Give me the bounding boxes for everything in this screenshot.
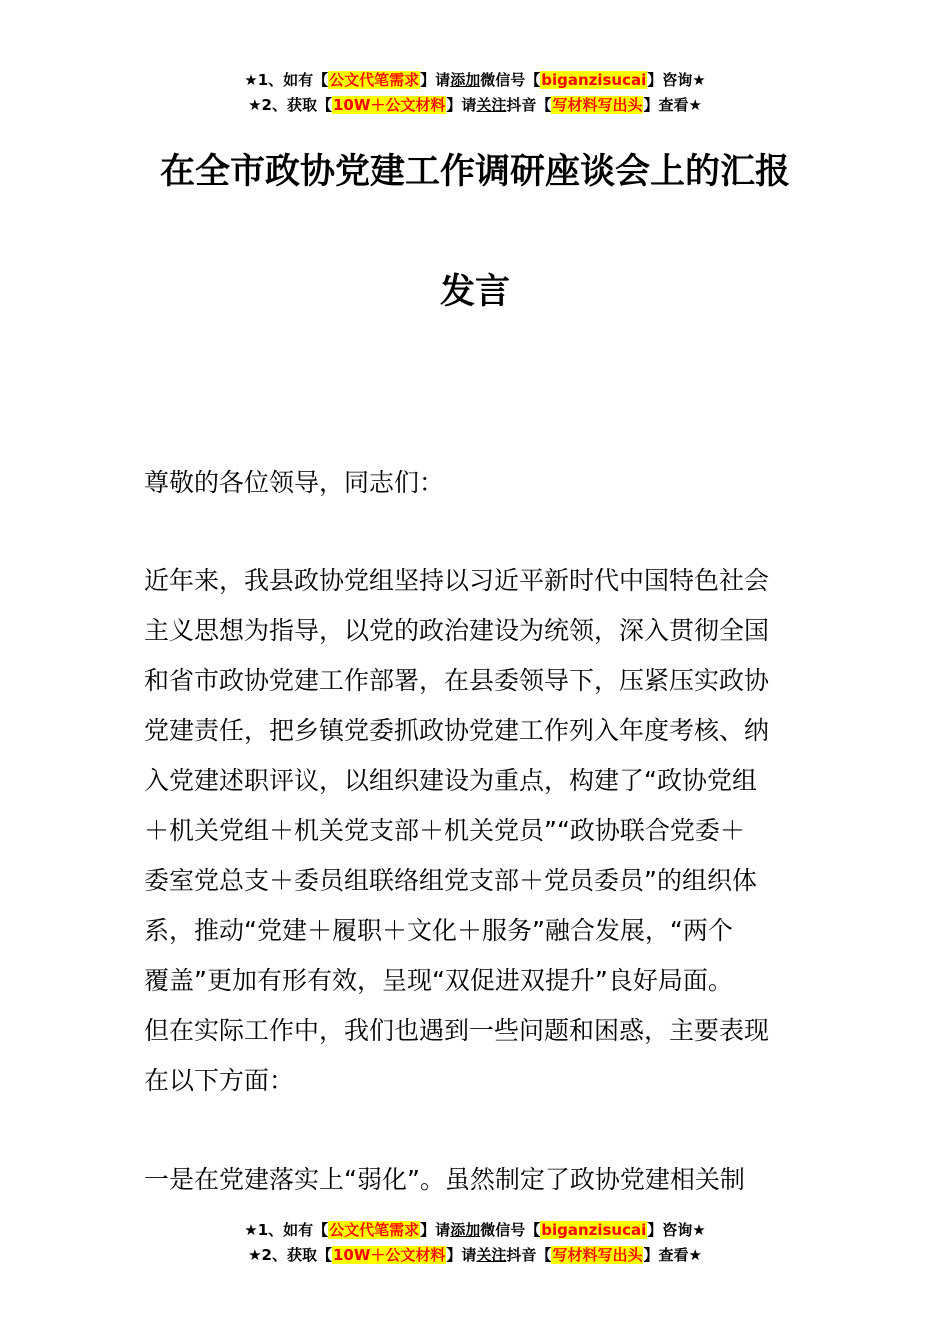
promo-text: ★2、获取【 <box>248 1246 332 1264</box>
promo-line-1 <box>0 1218 950 1243</box>
promo-text: 】请 <box>420 1221 451 1239</box>
salutation: 尊敬的各位领导，同志们： <box>144 468 445 497</box>
promo-line-2 <box>0 93 950 118</box>
promo-text: 微信号【 <box>480 1221 541 1239</box>
promo-text: ★1、如有【 <box>244 71 329 89</box>
promo-highlight: 公文代笔需求 <box>329 1221 420 1239</box>
promo-text: 微信号【 <box>480 71 541 89</box>
promo-douyin-id: 写材料写出头 <box>552 96 643 114</box>
promo-text: ★2、获取【 <box>248 96 332 114</box>
paragraph-line: 主义思想为指导，以党的政治建设为统领，深入贯彻全国 <box>144 616 770 645</box>
promo-highlight: 10W＋公文材料 <box>332 96 446 114</box>
paragraph-line: 党建责任，把乡镇党委抓政协党建工作列入年度考核、纳 <box>144 716 770 745</box>
promo-highlight: 10W＋公文材料 <box>332 1246 446 1264</box>
promo-text: 】咨询★ <box>647 71 706 89</box>
paragraph-line: 和省市政协党建工作部署，在县委领导下，压紧压实政协 <box>144 666 770 695</box>
paragraph-line: 一是在党建落实上“弱化”。虽然制定了政协党建相关制 <box>144 1165 745 1194</box>
paragraph-line: 委室党总支＋委员组联络组党支部＋党员委员”的组织体 <box>144 866 757 895</box>
promo-underline: 添加 <box>450 71 481 89</box>
paragraph-line: 系，推动“党建＋履职＋文化＋服务”融合发展，“两个 <box>144 916 733 945</box>
header-promo-banner <box>0 68 950 118</box>
promo-text: 抖音【 <box>506 96 552 114</box>
paragraph-line: ＋机关党组＋机关党支部＋机关党员”“政协联合党委＋ <box>144 816 745 845</box>
promo-text: ★1、如有【 <box>244 1221 329 1239</box>
paragraph-1 <box>144 556 812 1106</box>
paragraph-line: 覆盖”更加有形有效，呈现“双促进双提升”良好局面。 <box>144 966 733 995</box>
paragraph-line: 入党建述职评议，以组织建设为重点，构建了“政协党组 <box>144 766 757 795</box>
promo-line-1 <box>0 68 950 93</box>
promo-underline: 关注 <box>476 1246 507 1264</box>
promo-text: 】请 <box>446 1246 477 1264</box>
paragraph-line: 近年来，我县政协党组坚持以习近平新时代中国特色社会 <box>144 566 770 595</box>
promo-text: 抖音【 <box>506 1246 552 1264</box>
footer-promo-banner <box>0 1218 950 1268</box>
promo-underline: 关注 <box>476 96 507 114</box>
promo-text: 】咨询★ <box>647 1221 706 1239</box>
promo-wechat-id: biganzisucai <box>541 71 647 89</box>
paragraph-line: 但在实际工作中，我们也遇到一些问题和困惑，主要表现 <box>144 1016 770 1045</box>
promo-douyin-id: 写材料写出头 <box>552 1246 643 1264</box>
promo-highlight: 公文代笔需求 <box>329 71 420 89</box>
promo-wechat-id: biganzisucai <box>541 1221 647 1239</box>
paragraph-2 <box>144 1155 812 1205</box>
promo-text: 】查看★ <box>643 1246 702 1264</box>
promo-line-2 <box>0 1243 950 1268</box>
paragraph-line: 在以下方面： <box>144 1066 295 1095</box>
document-title-line-1: 在全市政协党建工作调研座谈会上的汇报 <box>159 152 790 192</box>
promo-underline: 添加 <box>450 1221 481 1239</box>
promo-text: 】请 <box>420 71 451 89</box>
promo-text: 】查看★ <box>643 96 702 114</box>
promo-text: 】请 <box>446 96 477 114</box>
document-title-line-2: 发言 <box>439 272 510 312</box>
